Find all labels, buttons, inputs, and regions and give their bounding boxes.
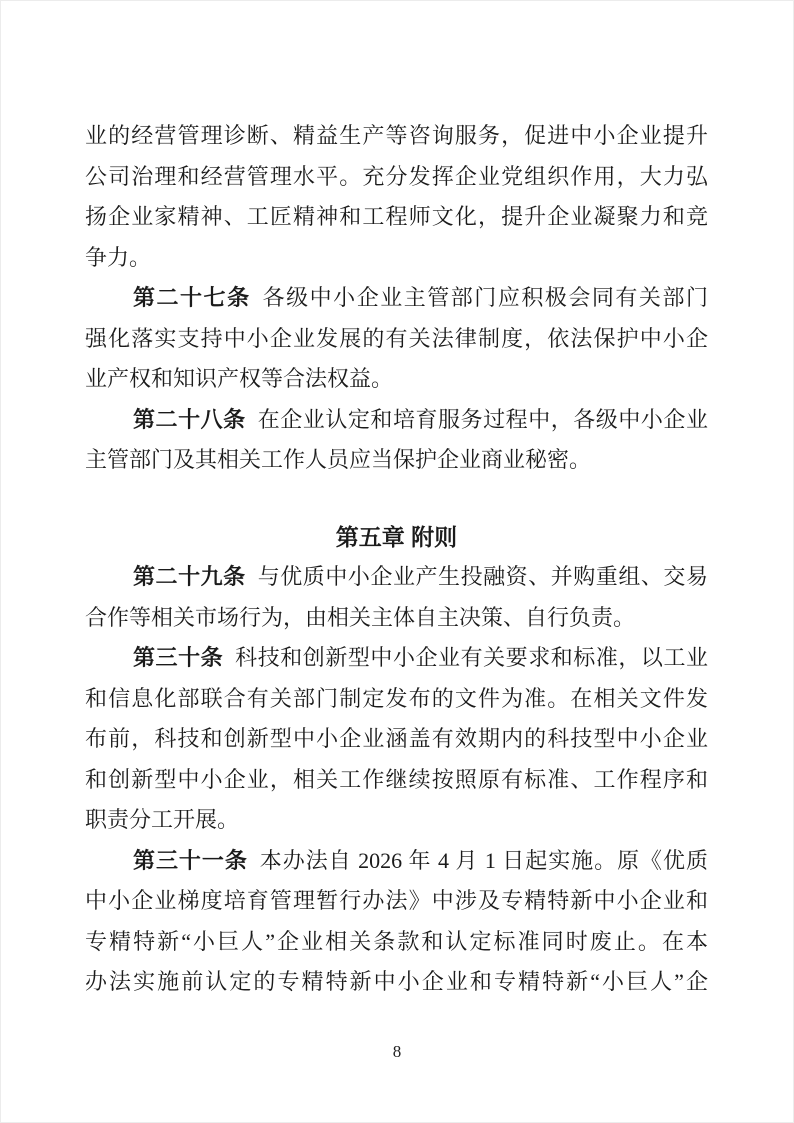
text-line: [85, 962, 708, 1003]
article-number: 第二十九条: [133, 564, 246, 589]
line-text: 公司治理和经营管理水平。充分发挥企业党组织作用，大力弘: [85, 163, 708, 189]
paragraph: [85, 400, 708, 481]
text-line: [85, 319, 708, 360]
page-footer: [0, 1042, 794, 1062]
line-text: 布前，科技和创新型中小企业涵盖有效期内的科技型中小企业: [85, 726, 708, 751]
line-text: 在企业认定和培育服务过程中，各级中小企业: [257, 406, 708, 432]
line-text: 强化落实支持中小企业发展的有关法律制度，依法保护中小企: [85, 325, 708, 351]
line-text: 与优质中小企业产生投融资、并购重组、交易: [257, 564, 708, 589]
line-text: 争力。: [85, 244, 152, 270]
line-text: 中小企业梯度培育管理暂行办法》中涉及专精特新中小企业和: [85, 888, 708, 913]
text-line: [85, 881, 708, 922]
paragraph: [85, 278, 708, 400]
line-text: 合作等相关市场行为，由相关主体自主决策、自行负责。: [85, 604, 636, 630]
line-text: 科技和创新型中小企业有关要求和标准，以工业: [235, 645, 708, 670]
article-number: 第二十八条: [133, 406, 246, 432]
line-text: 职责分工开展。: [85, 807, 240, 832]
line-text: 和创新型中小企业，相关工作继续按照原有标准、工作程序和: [85, 766, 708, 792]
text-line: [85, 760, 708, 801]
text-line: [85, 800, 708, 841]
text-line: [85, 557, 708, 598]
text-line: [85, 359, 708, 400]
line-text: 业产权和知识产权等合法权益。: [85, 366, 394, 391]
article-number: 第三十条: [133, 645, 224, 670]
line-text: 和信息化部联合有关部门制定发布的文件为准。在相关文件发: [85, 685, 708, 711]
paragraph: [85, 841, 708, 1003]
text-line: [85, 116, 708, 157]
line-text: 办法实施前认定的专精特新中小企业和专精特新“小巨人”企: [85, 969, 708, 994]
line-text: 业的经营管理诊断、精益生产等咨询服务，促进中小企业提升: [85, 123, 708, 148]
paragraph: [85, 116, 708, 278]
article-number: 第三十一条: [133, 847, 248, 873]
text-line: [85, 197, 708, 238]
line-text: 各级中小企业主管部门应积极会同有关部门: [262, 285, 708, 310]
paragraph: [85, 638, 708, 841]
document-body: [85, 116, 708, 1003]
text-line: [85, 400, 708, 441]
chapter-heading: 第五章 附则: [335, 523, 458, 550]
line-text: 主管部门及其相关工作人员应当保护企业商业秘密。: [85, 447, 592, 472]
page-number: 8: [392, 1042, 402, 1061]
text-line: [85, 719, 708, 760]
text-line: [85, 278, 708, 319]
text-line: [85, 598, 708, 639]
text-line: [85, 679, 708, 720]
text-line: [85, 638, 708, 679]
article-number: 第二十七条: [133, 285, 251, 310]
text-line: [85, 238, 708, 279]
paragraph: [85, 557, 708, 638]
text-line: [85, 922, 708, 963]
text-line: [85, 157, 708, 198]
text-line: [85, 841, 708, 882]
line-text: 专精特新“小巨人”企业相关条款和认定标准同时废止。在本: [85, 928, 708, 954]
line-text: 本办法自 2026 年 4 月 1 日起实施。原《优质: [259, 847, 708, 873]
line-text: 扬企业家精神、工匠精神和工程师文化，提升企业凝聚力和竞: [85, 204, 708, 229]
text-line: [85, 440, 708, 481]
